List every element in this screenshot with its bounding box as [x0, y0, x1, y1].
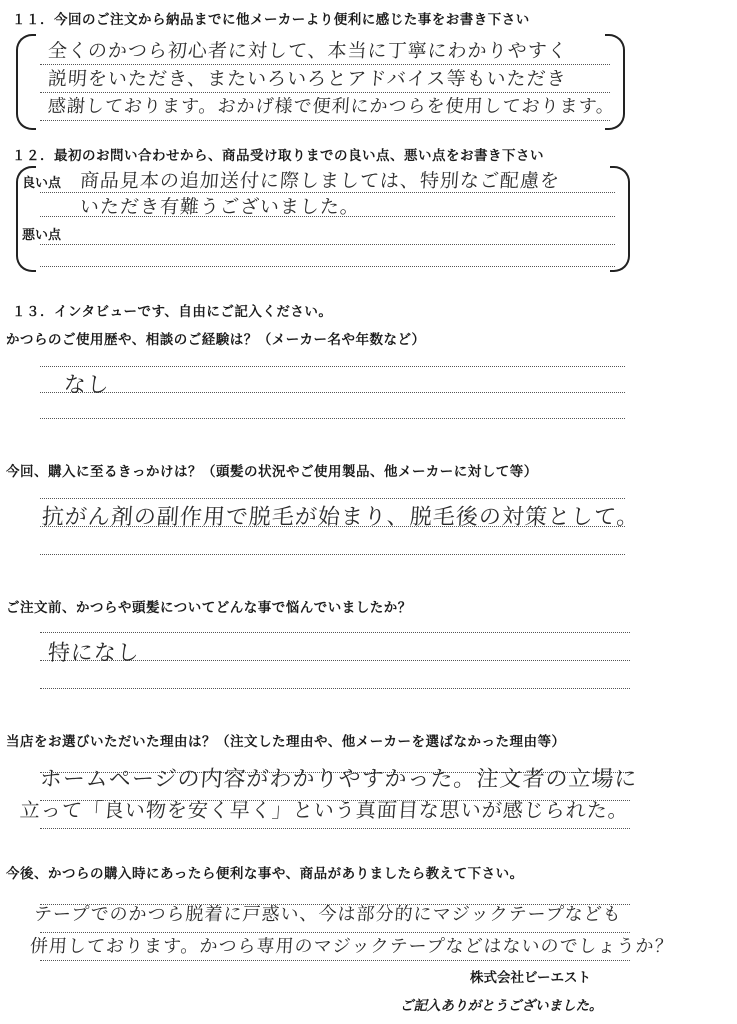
thanks-message: ご記入ありがとうございました。	[400, 998, 603, 1014]
q13-sub2-question: 今回、購入に至るきっかけは？（頭髪の状況やご使用製品、他メーカーに対して等）	[6, 464, 538, 480]
q12-rule-4	[40, 266, 615, 267]
q12-good-line-1: 商品見本の追加送付に際しましては、特別なご配慮を	[79, 170, 561, 192]
q13-sub1-question: かつらのご使用歴や、相談のご経験は？（メーカー名や年数など）	[6, 332, 426, 348]
q13-sub3-rule-3	[40, 688, 630, 689]
q12-title: １２．最初のお問い合わせから、商品受け取りまでの良い点、悪い点をお書き下さい	[12, 148, 544, 164]
q13-sub2-answer: 抗がん剤の副作用で脱毛が始まり、脱毛後の対策として。	[40, 505, 641, 530]
q13-sub1-rule-2	[40, 392, 625, 393]
q13-sub2-rule-1	[40, 498, 625, 499]
q11-title: １１．今回のご注文から納品までに他メーカーより便利に感じた事をお書き下さい	[12, 12, 530, 28]
q13-sub4-question: 当店をお選びいただいた理由は？（注文した理由や、他メーカーを選ばなかった理由等）	[6, 734, 566, 750]
q13-sub2-rule-3	[40, 554, 625, 555]
q11-rule-3	[40, 120, 610, 121]
q11-bracket-left	[16, 34, 36, 130]
q13-sub3-answer: 特になし	[46, 641, 141, 666]
q13-sub4-answer-line-1: ホームページの内容がわかりやすかった。注文者の立場に	[38, 767, 639, 792]
q13-sub3-question: ご注文前、かつらや頭髪についてどんな事で悩んでいましたか？	[6, 600, 412, 616]
q12-good-line-2: いただき有難うございました。	[79, 196, 361, 218]
q11-answer-line-2: 説明をいただき、またいろいろとアドバイス等もいただき	[47, 68, 568, 90]
q13-sub5-answer-line-1: テープでのかつら脱着に戸惑い、今は部分的にマジックテープなども	[33, 904, 623, 925]
q13-sub1-answer: なし	[62, 373, 111, 398]
q12-good-label: 良い点	[22, 176, 62, 191]
q13-sub4-answer-line-2: 立って「良い物を安く早く」という真面目な思いが感じられた。	[19, 798, 630, 822]
q13-sub5-question: 今後、かつらの購入時にあったら便利な事や、商品がありましたら教えて下さい。	[6, 866, 524, 882]
q13-sub4-rule-3	[40, 828, 630, 829]
company-name: 株式会社ビーエスト	[470, 970, 591, 986]
q11-answer-line-1: 全くのかつら初心者に対して、本当に丁寧にわかりやすく	[47, 40, 569, 62]
q12-bracket-right	[610, 166, 630, 272]
q13-sub1-rule-3	[40, 418, 625, 419]
q12-bad-label: 悪い点	[22, 228, 62, 243]
q13-sub1-rule-1	[40, 366, 625, 367]
q13-title: １３．インタビューです、自由にご記入ください。	[12, 304, 333, 320]
q13-sub5-answer-line-2: 併用しております。かつら専用のマジックテープなどはないのでしょうか？	[29, 936, 675, 957]
q13-sub5-rule-3	[40, 960, 630, 961]
q13-sub3-rule-1	[40, 632, 630, 633]
q12-rule-3	[40, 244, 615, 245]
q11-answer-line-3: 感謝しております。おかげ様で便利にかつらを使用しております。	[47, 96, 616, 117]
